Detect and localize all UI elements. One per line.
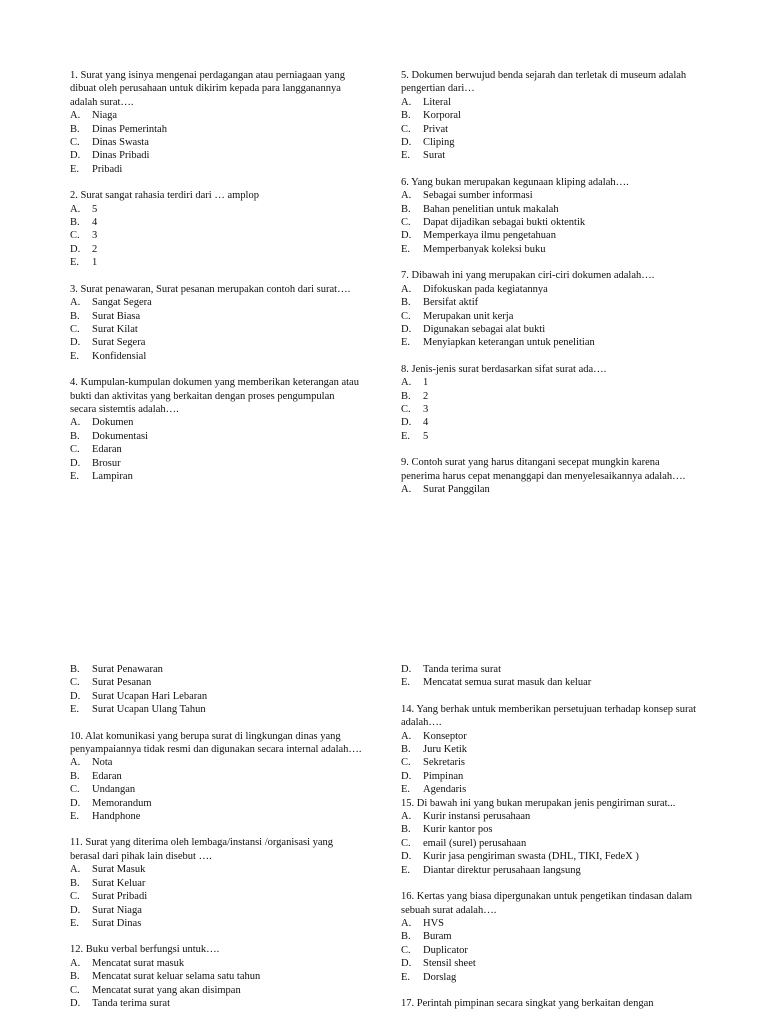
option: E. Pribadi [70,163,123,175]
question-1 [70,69,362,176]
option: A. Sangat Segera [70,297,152,309]
option: A. HVS [401,917,445,929]
question-stem: 1. Surat yang isinya mengenai perdagangan atau perniagaan yang dibuat oleh perusahaan untuk dikirim kepada para langganannya adalah surat…. [70,70,345,108]
question-stem: 5. Dokumen berwujud benda sejarah dan terletak di museum adalah pengertian dari… [401,70,687,95]
question-stem: 10. Alat komunikasi yang berupa surat di lingkungan dinas yang penyampaiannya tidak resmi dan digunakan secara internal adalah…. [70,730,362,756]
question-stem: 16. Kertas yang biasa dipergunakan untuk pengetikan tindasan dalam sebuah surat adalah…. [401,891,693,916]
option: B. Korporal [401,110,461,122]
question-stem: 3. Surat penawaran, Surat pesanan merupakan contoh dari surat…. [70,283,351,295]
question-stem: 14. Yang berhak untuk memberikan persetujuan terhadap konsep surat adalah…. [401,703,697,729]
option: D. Stensil sheet [401,958,476,970]
option: A. Surat Masuk [70,864,146,876]
question-9-continued [70,663,362,717]
question-5 [401,69,698,163]
question-stem: 11. Surat yang diterima oleh lembaga/instansi /organisasi yang berasal dari pihak lain disebut …. [70,837,334,862]
question-4 [70,376,362,483]
option: B. Bahan penelitian untuk makalah [401,203,559,215]
option: D. Memperkaya ilmu pengetahuan [401,230,556,242]
option: D. Surat Segera [70,337,146,349]
option: E. Konfidensial [70,350,147,362]
page1-left-column [70,69,362,483]
option: C. Sekretaris [401,757,465,769]
option: B. Surat Penawaran [70,664,163,675]
option: C. email (surel) perusahaan [401,837,527,849]
question-12 [70,943,362,1010]
option: D. Tanda terima surat [70,997,170,1009]
question-stem: 2. Surat sangat rahasia terdiri dari … amplop [70,190,259,202]
question-8 [401,363,698,443]
option: E. Menyiapkan keterangan untuk penelitian [401,337,595,349]
option: D. Cliping [401,137,455,149]
option: B. Mencatat surat keluar selama satu tahun [70,971,261,983]
option: D. Kurir jasa pengiriman swasta (DHL, TIKI, FedeX ) [401,851,639,863]
option: A. 5 [70,203,98,215]
option: A. Surat Panggilan [401,483,490,495]
page2-left-column [70,663,362,1010]
option: B. Buram [401,931,452,943]
option: C. Privat [401,123,449,135]
option: C. Duplicator [401,944,468,956]
page2-right-column [401,663,698,1010]
option: B. Kurir kantor pos [401,824,493,836]
option: C. Mencatat surat yang akan disimpan [70,984,241,996]
option: C. Dinas Swasta [70,137,149,149]
option: D. Dinas Pribadi [70,150,150,162]
option: E. Surat Dinas [70,917,142,929]
page1-right-column [401,69,698,496]
option: B. Surat Keluar [70,877,146,889]
option: A. Difokuskan pada kegiatannya [401,283,548,295]
option: E. Surat [401,150,446,162]
option: C. Surat Pesanan [70,677,152,689]
question-stem: 8. Jenis-jenis surat berdasarkan sifat surat ada…. [401,363,607,375]
option: B. 2 [401,390,429,402]
question-10 [70,730,362,824]
option: C. Merupakan unit kerja [401,310,514,322]
question-6 [401,176,698,256]
option: E. Surat Ucapan Ulang Tahun [70,704,206,716]
question-3 [70,283,362,363]
option: D. Digunakan sebagai alat bukti [401,323,546,335]
option: D. Surat Niaga [70,904,142,916]
question-stem: 12. Buku verbal berfungsi untuk…. [70,944,220,956]
option: E. 1 [70,257,98,269]
question-7 [401,269,698,349]
option: B. Dokumentasi [70,430,148,442]
option: D. 2 [70,243,98,255]
question-stem: 7. Dibawah ini yang merupakan ciri-ciri dokumen adalah…. [401,270,655,282]
option: C. Surat Kilat [70,323,138,335]
question-14 [401,703,698,797]
question-stem: 15. Di bawah ini yang bukan merupakan jenis pengiriman surat... [401,797,676,809]
option: B. 4 [70,217,98,229]
option: B. Edaran [70,770,122,782]
option: E. Diantar direktur perusahaan langsung [401,864,581,876]
option: B. Surat Biasa [70,310,141,322]
option: D. Tanda terima surat [401,664,501,675]
question-2 [70,189,362,269]
option: E. Memperbanyak koleksi buku [401,243,546,255]
option: D. Memorandum [70,797,152,809]
option: A. Nota [70,757,113,769]
question-13-continued [401,663,698,690]
option: E. Dorslag [401,971,457,983]
option: C. Dapat dijadikan sebagai bukti oktentik [401,217,586,229]
question-stem: 17. Perintah pimpinan secara singkat yang berkaitan dengan [401,997,654,1009]
option: B. Bersifat aktif [401,297,479,309]
option: A. Dokumen [70,417,134,429]
option: C. Undangan [70,784,136,796]
option: C. 3 [401,403,429,415]
option: E. Agendaris [401,784,467,796]
option: D. Brosur [70,457,121,469]
option: A. Sebagai sumber informasi [401,190,533,202]
option: E. 5 [401,430,429,442]
option: C. 3 [70,230,98,242]
option: A. 1 [401,377,429,389]
question-17 [401,997,698,1010]
option: A. Niaga [70,110,118,122]
question-9 [401,456,698,496]
option: B. Juru Ketik [401,744,468,756]
option: D. Surat Ucapan Hari Lebaran [70,690,208,702]
option: A. Konseptor [401,730,467,742]
option: D. 4 [401,417,429,429]
option: E. Handphone [70,811,141,823]
question-stem: 4. Kumpulan-kumpulan dokumen yang memberikan keterangan atau bukti dan aktivitas yang berkaitan dengan proses pengumpulan secara sistemtis adalah…. [70,377,359,415]
question-11 [70,836,362,930]
option: E. Lampiran [70,470,133,482]
option: B. Dinas Pemerintah [70,123,167,135]
question-16 [401,890,698,984]
option: A. Kurir instansi perusahaan [401,811,531,823]
question-15 [401,797,698,877]
question-stem: 9. Contoh surat yang harus ditangani secepat mungkin karena penerima harus cepat menanggapi dan menyelesaikannya adalah…. [401,457,686,482]
option: A. Mencatat surat masuk [70,957,185,969]
option: A. Literal [401,96,451,108]
question-stem: 6. Yang bukan merupakan kegunaan kliping adalah…. [401,176,629,188]
option: E. Mencatat semua surat masuk dan keluar [401,677,592,689]
option: C. Edaran [70,444,122,456]
option: C. Surat Pribadi [70,891,148,903]
option: D. Pimpinan [401,770,464,782]
